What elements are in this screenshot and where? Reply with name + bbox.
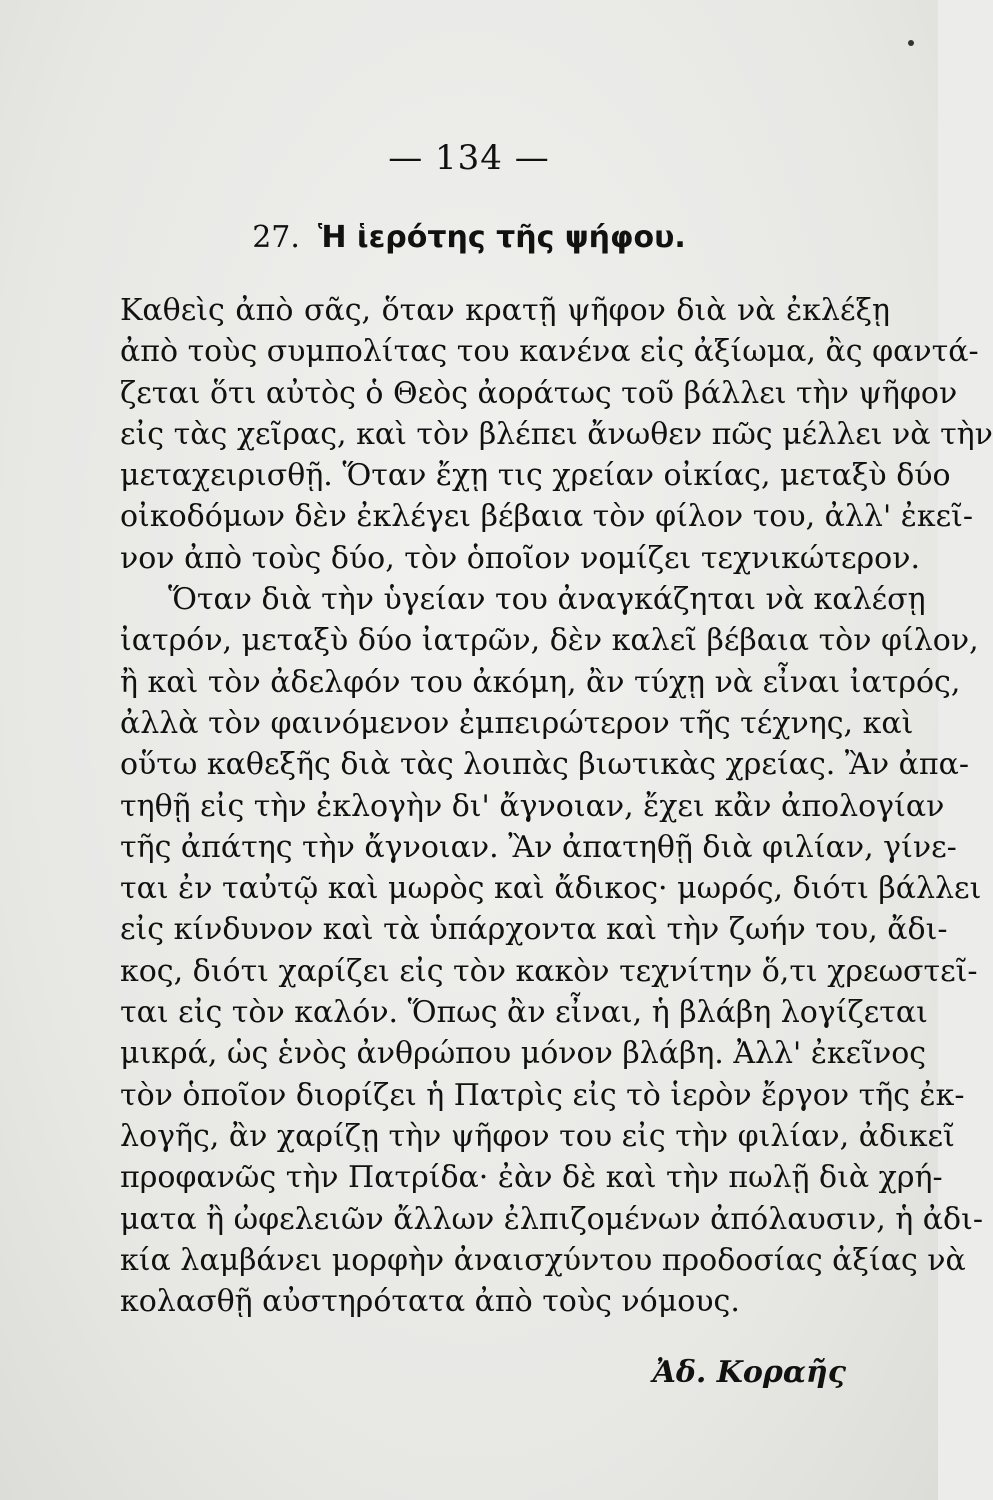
text-line: ἰατρόν, μεταξὺ δύο ἰατρῶν, δὲν καλεῖ βέβαια τὸν φίλον, [120, 623, 979, 659]
text-line: ται εἰς τὸν καλόν. Ὅπως ἂν εἶναι, ἡ βλάβη λογίζεται [120, 995, 928, 1031]
page-number: — 134 — [388, 138, 550, 178]
text-line: κολασθῇ αὐστηρότατα ἀπὸ τοὺς νόμους. [120, 1284, 740, 1320]
text-line: εἰς τὰς χεῖρας, καὶ τὸν βλέπει ἄνωθεν πῶς μέλλει νὰ τὴν [120, 416, 993, 452]
text-line: Καθεὶς ἀπὸ σᾶς, ὅταν κρατῇ ψῆφον διὰ νὰ ἐκλέξῃ [120, 293, 890, 328]
text-line: οἰκοδόμων δὲν ἐκλέγει βέβαια τὸν φίλον του, ἀλλ' ἐκεῖ- [120, 499, 974, 535]
text-line: κία λαμβάνει μορφὴν ἀναισχύντου προδοσίας ἀξίας νὰ [120, 1242, 966, 1278]
text-line: τὸν ὁποῖον διορίζει ἡ Πατρὶς εἰς τὸ ἱερὸν ἔργον τῆς ἐκ- [120, 1077, 965, 1113]
text-line: ματα ἢ ὠφελειῶν ἄλλων ἐλπιζομένων ἀπόλαυσιν, ἡ ἀδι- [120, 1201, 983, 1237]
text-line: ἀπὸ τοὺς συμπολίτας του κανένα εἰς ἀξίωμα, ἂς φαντά- [120, 334, 979, 370]
text-line: εἰς κίνδυνον καὶ τὰ ὑπάρχοντα καὶ τὴν ζωήν του, ἄδι- [120, 912, 948, 948]
text-line: μεταχειρισθῇ. Ὅταν ἔχῃ τις χρείαν οἰκίας, μεταξὺ δύο [120, 458, 951, 494]
text-line: προφανῶς τὴν Πατρίδα· ἐὰν δὲ καὶ τὴν πωλῇ διὰ χρή- [120, 1160, 943, 1196]
text-line: τῆς ἀπάτης τὴν ἄγνοιαν. Ἂν ἀπατηθῇ διὰ φιλίαν, γίνε- [120, 829, 957, 865]
text-line: ζεται ὅτι αὐτὸς ὁ Θεὸς ἀοράτως τοῦ βάλλει τὴν ψῆφον [120, 375, 958, 411]
body-text [120, 290, 993, 1322]
ink-speck [908, 40, 914, 46]
text-line: ται ἐν ταὐτῷ καὶ μωρὸς καὶ ἄδικος· μωρός, διότι βάλλει [120, 871, 982, 907]
text-line: νον ἀπὸ τοὺς δύο, τὸν ὁποῖον νομίζει τεχνικώτερον. [120, 540, 920, 576]
section-number: 27. [252, 220, 300, 255]
author-signature: Ἀδ. Κοραῆς [652, 1355, 846, 1390]
text-line: ἀλλὰ τὸν φαινόμενον ἐμπειρώτερον τῆς τέχνης, καὶ [120, 705, 914, 741]
text-line: οὕτω καθεξῆς διὰ τὰς λοιπὰς βιωτικὰς χρείας. Ἂν ἀπα- [120, 747, 970, 783]
text-line: μικρά, ὡς ἑνὸς ἀνθρώπου μόνον βλάβη. Ἀλλ' ἐκεῖνος [120, 1036, 927, 1072]
section-heading [0, 220, 938, 255]
text-line: Ὅταν διὰ τὴν ὑγείαν του ἀναγκάζηται νὰ καλέσῃ [168, 582, 926, 618]
text-line: λογῆς, ἂν χαρίζῃ τὴν ψῆφον του εἰς τὴν φιλίαν, ἀδικεῖ [120, 1118, 955, 1154]
section-title: Ἡ ἱερότης τῆς ψήφου. [317, 220, 686, 255]
text-line: τηθῇ εἰς τὴν ἐκλογὴν δι' ἄγνοιαν, ἔχει κἂν ἀπολογίαν [120, 788, 945, 824]
text-line: κος, διότι χαρίζει εἰς τὸν κακὸν τεχνίτην ὅ,τι χρεωστεῖ- [120, 953, 978, 989]
text-line: ἢ καὶ τὸν ἀδελφόν του ἀκόμη, ἂν τύχῃ νὰ εἶναι ἰατρός, [120, 664, 961, 700]
